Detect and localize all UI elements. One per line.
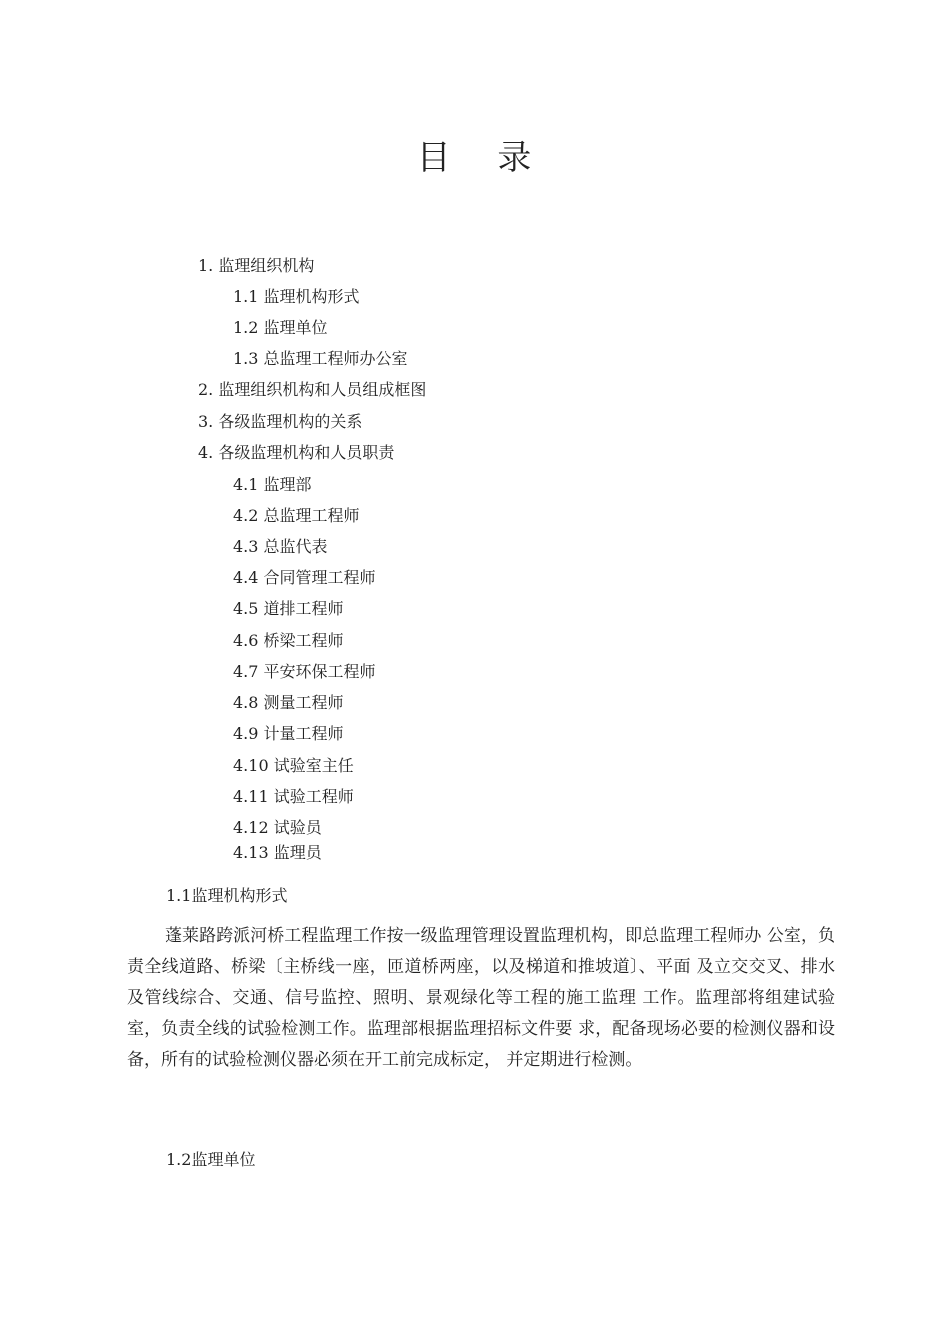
toc-item-4-6[interactable]: 4.6 桥梁工程师: [233, 631, 344, 650]
toc-item-4-12[interactable]: 4.12 试验员: [233, 818, 322, 837]
toc-item-4-13[interactable]: 4.13 监理员: [233, 843, 322, 862]
toc-item-4-5[interactable]: 4.5 道排工程师: [233, 599, 344, 618]
toc-item-1-3[interactable]: 1.3 总监理工程师办公室: [233, 349, 408, 368]
toc-item-2[interactable]: 2. 监理组织机构和人员组成框图: [198, 380, 427, 399]
toc-item-1[interactable]: 1. 监理组织机构: [198, 256, 315, 275]
toc-item-4-2[interactable]: 4.2 总监理工程师: [233, 506, 360, 525]
toc-item-4-8[interactable]: 4.8 测量工程师: [233, 693, 344, 712]
toc-item-4-4[interactable]: 4.4 合同管理工程师: [233, 568, 376, 587]
page-title: 目 录: [416, 138, 550, 178]
toc-item-4-10[interactable]: 4.10 试验室主任: [233, 756, 354, 775]
section-heading-1-2: 1.2监理单位: [166, 1150, 256, 1169]
toc-item-4-9[interactable]: 4.9 计量工程师: [233, 724, 344, 743]
toc-item-1-2[interactable]: 1.2 监理单位: [233, 318, 328, 337]
toc-item-4[interactable]: 4. 各级监理机构和人员职责: [198, 443, 395, 462]
section-body-1-1: 蓬莱路跨派河桥工程监理工作按一级监理管理设置监理机构，即总监理工程师办 公室，负责全线道路、桥梁〔主桥线一座，匝道桥两座，以及梯道和推坡道〕、平面 及立交交叉、排水及管线综合、交通、信号监控、照明、景观绿化等工程的施工监理 工作。监理部将组建试验室，负责全线的试验检测工作。监理部根据监理招标文件要 求，配备现场必要的检测仪器和设备，所有的试验检测仪器必须在开工前完成标定， 并定期进行检测。: [127, 926, 835, 1070]
toc-item-4-1[interactable]: 4.1 监理部: [233, 475, 312, 494]
toc-item-4-7[interactable]: 4.7 平安环保工程师: [233, 662, 376, 681]
toc-item-3[interactable]: 3. 各级监理机构的关系: [198, 412, 363, 431]
toc-item-4-11[interactable]: 4.11 试验工程师: [233, 787, 354, 806]
section-heading-1-1: 1.1监理机构形式: [166, 886, 288, 905]
toc-item-4-3[interactable]: 4.3 总监代表: [233, 537, 328, 556]
toc-item-1-1[interactable]: 1.1 监理机构形式: [233, 287, 360, 306]
